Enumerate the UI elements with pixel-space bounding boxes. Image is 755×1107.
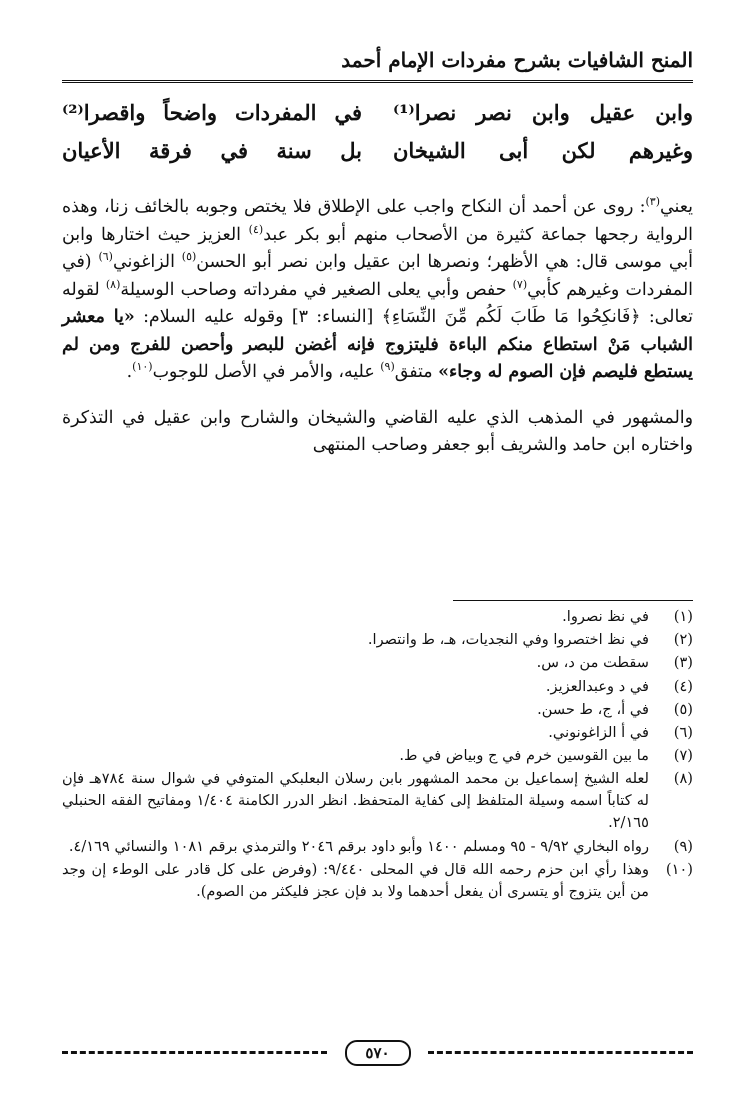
verse-first-hemistich: وابن عقيل وابن نصر نصرا⁽¹⁾ xyxy=(393,100,693,125)
text-run: العزيز حيث اختارها وابن أبي موسى قال: هي الأظهر؛ ونصرها ابن عقيل وابن نصر أبو الحسن xyxy=(62,224,693,272)
footnote-number: (١) xyxy=(673,608,693,625)
footnote xyxy=(62,629,693,651)
book-title: المنح الشافيات بشرح مفردات الإمام أحمد xyxy=(341,48,693,72)
footnote-number: (٩) xyxy=(673,837,693,855)
footnote-text: لعله الشيخ إسماعيل بن محمد المشهور بابن رسلان البعلبكي المتوفي في شوال سنة ٧٨٤هـ فإن له كتاباً اسمه وسيلة المتلفظ إلى كفاية المتحفظ. انظر الدرر الكامنة ١/٤٠٤ ومفاتيح الفقه الحنبلي ٢/١٦٥. xyxy=(62,770,649,832)
commentary-body xyxy=(62,194,693,460)
footnote-ref: (٩) xyxy=(380,360,395,374)
footnote-ref: (٦) xyxy=(98,250,113,264)
text-run: متفق xyxy=(394,362,439,382)
footnote-separator xyxy=(453,600,693,601)
footnote xyxy=(62,699,693,721)
footnote-ref: (٣) xyxy=(645,195,661,209)
footnote-number: (٨) xyxy=(673,770,693,788)
footnote-ref: (٤) xyxy=(248,222,264,236)
footnote-text: في أ، ج، ط حسن. xyxy=(537,700,649,718)
footnote xyxy=(62,859,693,903)
text-run: . xyxy=(126,362,133,382)
page-footer xyxy=(62,1040,693,1066)
footnote-number: (٧) xyxy=(673,747,693,765)
text-run: الزاغوني xyxy=(112,252,182,272)
footnote-text: في د وعبدالعزيز. xyxy=(545,677,649,695)
footnote-text: ما بين القوسين خرم في ج وبياض في ط. xyxy=(399,747,649,765)
footnotes xyxy=(62,606,693,903)
footnote xyxy=(62,745,693,767)
footer-dashed-rule xyxy=(428,1051,693,1054)
footnote-ref: (١٠) xyxy=(132,360,153,374)
footnote-text: سقطت من د، س. xyxy=(536,654,649,672)
footnote xyxy=(62,606,693,628)
poem-verse xyxy=(62,100,693,134)
verse-second-hemistich: بل سنة في فرقة الأعيان xyxy=(62,138,362,163)
hadith-quote: «يا معشر الشباب مَنْ استطاع منكم الباءة فليتزوج فإنه أغضن للبصر وأحصن للفرج ومن لم يستطع فليصم فإن الصوم له وجاء» xyxy=(62,307,693,382)
footnote-number: (١٠) xyxy=(665,860,693,878)
text-run: يعني xyxy=(660,197,693,217)
verse-second-hemistich: في المفردات واضحاً واقصرا⁽²⁾ xyxy=(62,100,362,125)
footer-dashed-rule xyxy=(62,1051,327,1054)
text-run: عليه، والأمر في الأصل للوجوب xyxy=(152,362,381,382)
text-run: : روى عن أحمد أن النكاح واجب على الإطلاق فلا يختص وجوبه بالخائف زنا، وهذه الرواية رجحها جماعة كثيرة من الأصحاب منهم أبو بكر عبد xyxy=(62,197,693,245)
footnote-text: في نظ نصروا. xyxy=(562,608,649,625)
footnote-text: في نظ اختصروا وفي النجديات، هـ، ط وانتصرا. xyxy=(367,631,649,649)
running-header xyxy=(62,42,693,83)
footnote-number: (٤) xyxy=(673,677,693,695)
footnote-number: (٣) xyxy=(673,654,693,672)
footnote-ref: (٧) xyxy=(512,277,528,291)
footnote xyxy=(62,836,693,858)
text-run: حفص وأبي يعلى الصغير في مفرداته وصاحب الوسيلة xyxy=(120,279,513,300)
page-number: ٥٧٠ xyxy=(345,1040,411,1066)
commentary-paragraph xyxy=(62,194,693,387)
footnote-number: (٦) xyxy=(673,723,693,741)
footnote-ref: (٥) xyxy=(181,250,197,264)
footnote xyxy=(62,676,693,698)
text-run: (في المفردات وغيرهم كأبي xyxy=(62,252,693,300)
footnote-text: في أ الزاغونوني. xyxy=(548,723,649,741)
footnote-number: (٢) xyxy=(673,631,693,649)
footnote xyxy=(62,652,693,674)
footnote xyxy=(62,722,693,744)
poem-verse xyxy=(62,138,693,172)
verse-first-hemistich: وغيرهم لكن أبى الشيخان xyxy=(393,138,693,163)
footnote xyxy=(62,768,693,834)
commentary-paragraph: والمشهور في المذهب الذي عليه القاضي والشيخان والشارح وابن عقيل في التذكرة واختاره ابن حامد والشريف أبو جعفر وصاحب المنتهى xyxy=(62,407,693,455)
poem-block xyxy=(62,100,693,170)
footnote-ref: (٨) xyxy=(105,277,121,291)
footnote-text: رواه البخاري ٩/٩٢ - ٩٥ ومسلم ١٤٠٠ وأبو داود برقم ٢٠٤٦ والترمذي برقم ١٠٨١ والنسائي ٤/١٦٩. xyxy=(68,837,649,855)
text-run: لقوله تعالى: ﴿فَانكِحُوا مَا طَابَ لَكُم مِّنَ النِّسَاءِ﴾ [النساء: ٣] وقوله عليه السلام: xyxy=(62,279,693,327)
footnote-number: (٥) xyxy=(673,700,693,718)
footnote-text: وهذا رأي ابن حزم رحمه الله قال في المحلى ٩/٤٤٠: (وفرض على كل قادر على الوطء إن وجد من أين يتزوج أو يتسرى أن يفعل أحدهما ولا بد فإن عجز فليكثر من الصوم). xyxy=(62,860,649,900)
